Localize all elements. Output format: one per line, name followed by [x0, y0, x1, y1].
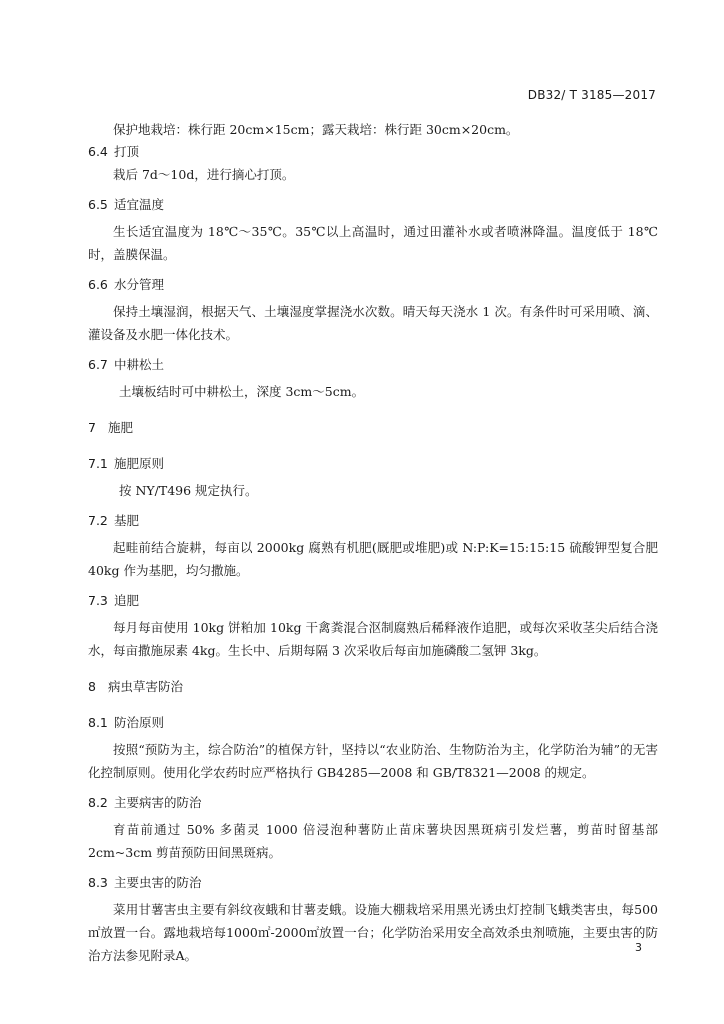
heading-number: 8 — [88, 679, 96, 694]
paragraph-8-1: 按照“预防为主，综合防治”的植保方针，坚持以“农业防治、生物防治为主，化学防治为辅”的无害化控制原则。使用化学农药时应严格执行 GB4285—2008 和 GB/T8321—2008 的规定。 — [88, 742, 658, 780]
heading-number: 8.1 — [88, 715, 108, 730]
heading-6-6 — [88, 274, 658, 296]
heading-7-2 — [88, 510, 658, 532]
paragraph-7-1: 按 NY/T496 规定执行。 — [119, 483, 258, 498]
heading-6-5 — [88, 194, 658, 216]
heading-number: 6.6 — [88, 277, 108, 292]
page-number: 3 — [635, 941, 642, 954]
document-body — [88, 118, 658, 967]
heading-title: 追肥 — [114, 593, 140, 608]
heading-8 — [88, 676, 658, 698]
heading-title: 施肥原则 — [114, 456, 165, 471]
heading-title: 主要虫害的防治 — [114, 875, 202, 890]
paragraph-7-2: 起畦前结合旋耕，每亩以 2000kg 腐熟有机肥(厩肥或堆肥)或 N:P:K=15:15:15 硫酸钾型复合肥 40kg 作为基肥，均匀撒施。 — [88, 540, 658, 578]
heading-7-1 — [88, 453, 658, 475]
heading-title: 打顶 — [114, 144, 140, 159]
paragraph-6-5: 生长适宜温度为 18℃～35℃。35℃以上高温时，通过田灌补水或者喷淋降温。温度低于 18℃时，盖膜保温。 — [88, 224, 658, 262]
heading-6-4 — [88, 141, 658, 163]
heading-number: 6.5 — [88, 197, 108, 212]
heading-8-2 — [88, 792, 658, 814]
paragraph-spacing: 保护地栽培：株行距 20cm×15cm；露天栽培：株行距 30cm×20cm。 — [113, 122, 519, 137]
heading-number: 8.3 — [88, 875, 108, 890]
heading-number: 6.4 — [88, 144, 108, 159]
heading-title: 基肥 — [114, 513, 140, 528]
paragraph-6-6: 保持土壤湿润，根据天气、土壤湿度掌握浇水次数。晴天每天浇水 1 次。有条件时可采用喷、滴、灌设备及水肥一体化技术。 — [88, 304, 658, 342]
heading-7-3 — [88, 590, 658, 612]
heading-6-7 — [88, 354, 658, 376]
heading-title: 水分管理 — [114, 277, 165, 292]
heading-7 — [88, 417, 658, 439]
heading-number: 7.1 — [88, 456, 108, 471]
heading-number: 6.7 — [88, 357, 108, 372]
heading-title: 主要病害的防治 — [114, 795, 202, 810]
standard-code: DB32/ T 3185—2017 — [527, 88, 656, 102]
heading-number: 7.2 — [88, 513, 108, 528]
paragraph-8-3: 菜用甘薯害虫主要有斜纹夜蛾和甘薯麦蛾。设施大棚栽培采用黑光诱虫灯控制飞蛾类害虫，每500㎡放置一台。露地栽培每1000㎡-2000㎡放置一台；化学防治采用安全高效杀虫剂喷施，主要虫害的防治方法参见附录A。 — [88, 902, 658, 963]
heading-title: 防治原则 — [114, 715, 165, 730]
paragraph-8-2: 育苗前通过 50% 多菌灵 1000 倍浸泡种薯防止苗床薯块因黑斑病引发烂薯，剪苗时留基部 2cm~3cm 剪苗预防田间黑斑病。 — [88, 822, 658, 860]
paragraph-6-7: 土壤板结时可中耕松土，深度 3cm～5cm。 — [119, 384, 365, 399]
heading-title: 病虫草害防治 — [108, 679, 184, 694]
heading-title: 施肥 — [108, 420, 134, 435]
paragraph-7-3: 每月每亩使用 10kg 饼粕加 10kg 干禽粪混合沤制腐熟后稀释液作追肥，或每次采收茎尖后结合浇水，每亩撒施尿素 4kg。生长中、后期每隔 3 次采收后每亩加施磷酸二氢钾 3kg。 — [88, 620, 658, 658]
heading-number: 8.2 — [88, 795, 108, 810]
paragraph-6-4: 栽后 7d～10d，进行摘心打顶。 — [113, 167, 295, 182]
heading-number: 7 — [88, 420, 96, 435]
heading-8-1 — [88, 712, 658, 734]
heading-number: 7.3 — [88, 593, 108, 608]
heading-title: 中耕松土 — [114, 357, 165, 372]
heading-title: 适宜温度 — [114, 197, 165, 212]
heading-8-3 — [88, 872, 658, 894]
